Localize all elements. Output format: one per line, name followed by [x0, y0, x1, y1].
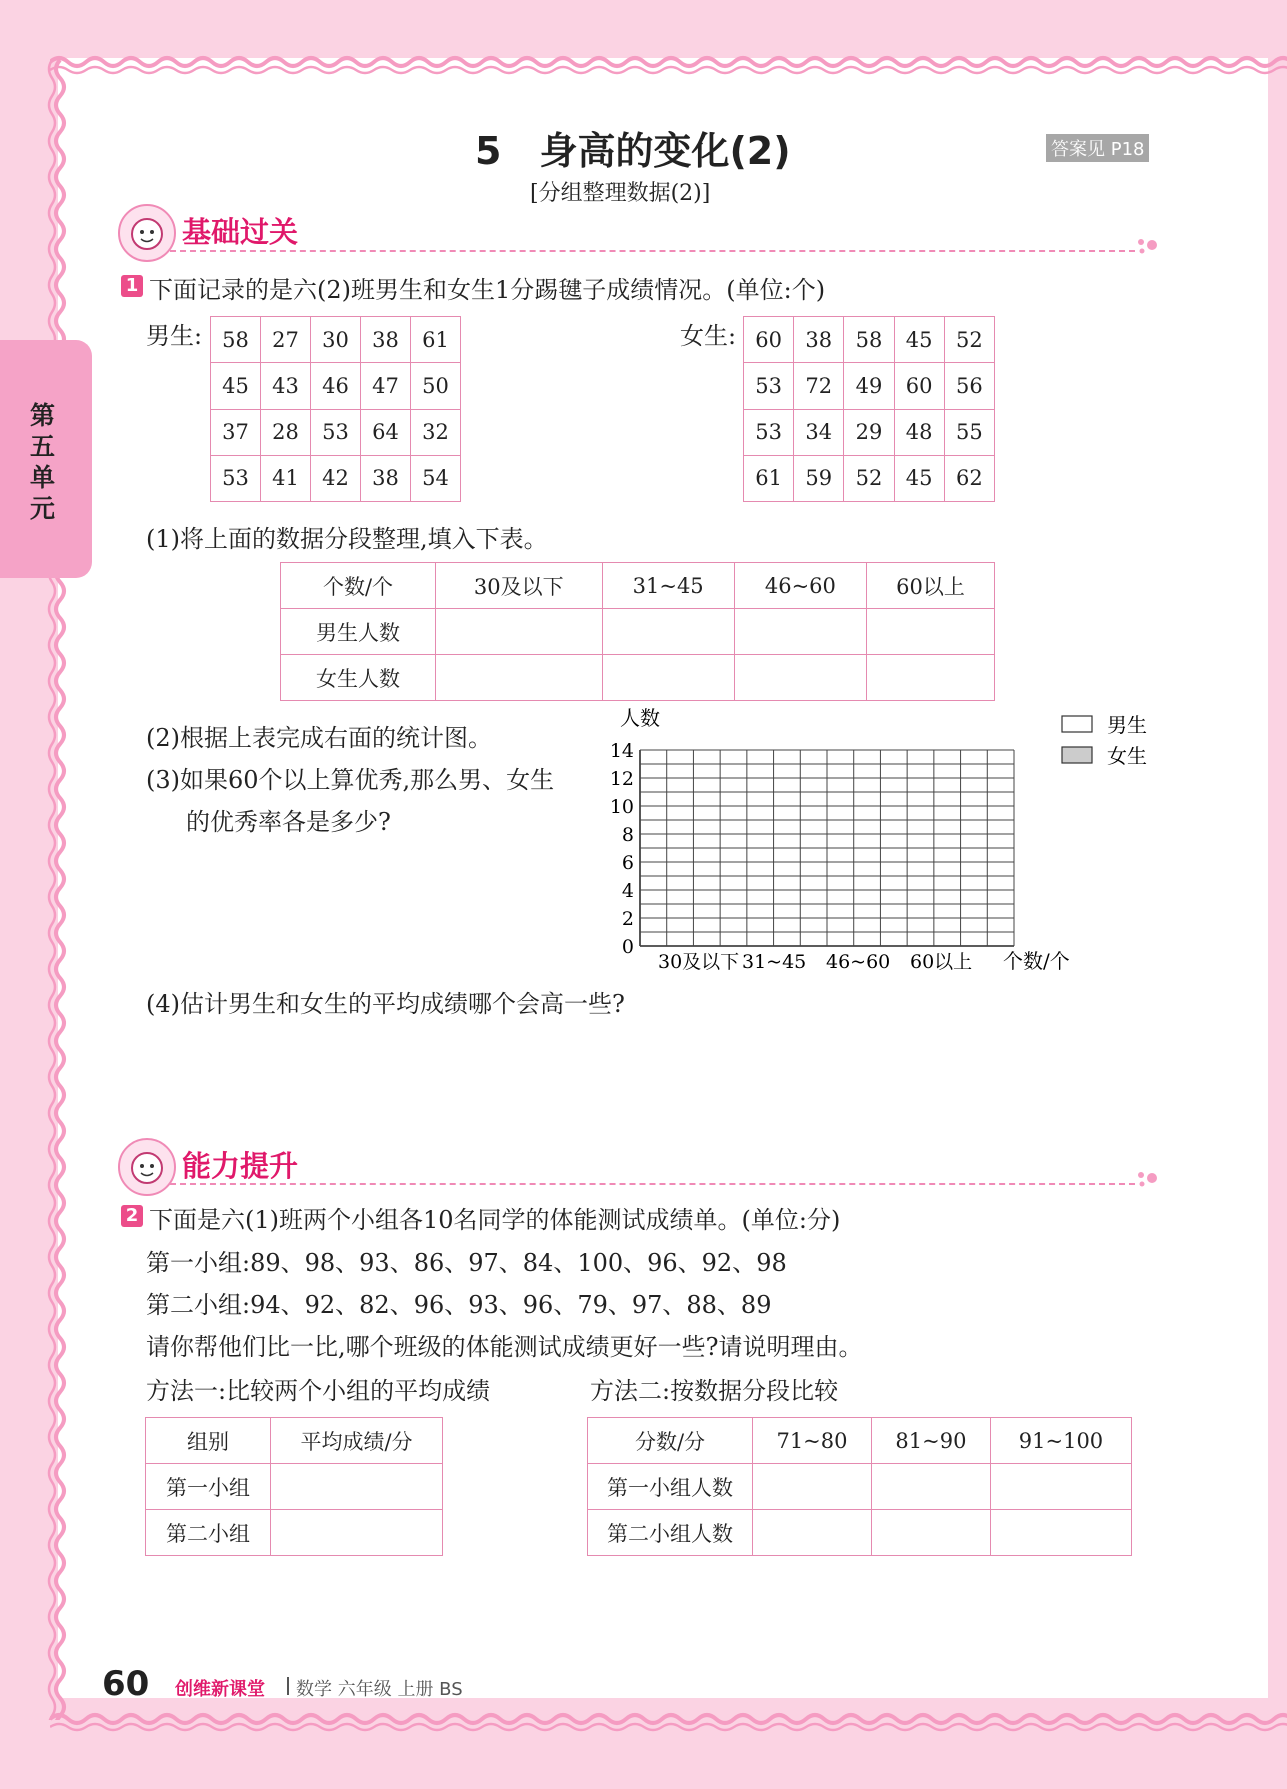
- x-tick-label: 60以上: [910, 951, 973, 973]
- q1-prompt: 下面记录的是六(2)班男生和女生1分踢毽子成绩情况。(单位:个): [149, 276, 826, 304]
- footer-brand: 创维新课堂: [175, 1679, 265, 1700]
- cartoon-face-icon: [120, 1140, 174, 1194]
- tally-header-cell: 46~60: [734, 563, 866, 609]
- score-cell: 34: [794, 409, 844, 455]
- tally-row-label: 女生人数: [281, 655, 436, 701]
- score-cell: 62: [944, 455, 994, 501]
- avg-row-label: 第二小组: [146, 1510, 271, 1556]
- score-cell: 37: [211, 409, 261, 455]
- seg-header-cell: 91~100: [990, 1418, 1131, 1464]
- tally-table: [280, 562, 995, 701]
- score-cell: 61: [744, 455, 794, 501]
- y-tick-label: 4: [621, 880, 634, 902]
- tally-answer-cell[interactable]: [436, 655, 603, 701]
- q1-sub1: (1)将上面的数据分段整理,填入下表。: [146, 525, 548, 553]
- score-cell: 45: [211, 363, 261, 409]
- score-cell: 41: [261, 455, 311, 501]
- footer-separator: [287, 1677, 289, 1695]
- bar-chart-grid: [600, 700, 1100, 985]
- score-cell: 48: [894, 409, 944, 455]
- q2-question: 请你帮他们比一比,哪个班级的体能测试成绩更好一些?请说明理由。: [146, 1333, 863, 1361]
- girls-score-table: [743, 316, 995, 502]
- q1-sub2: (2)根据上表完成右面的统计图。: [146, 724, 492, 752]
- tally-answer-cell[interactable]: [734, 609, 866, 655]
- score-cell: 49: [844, 363, 894, 409]
- q2-prompt: 下面是六(1)班两个小组各10名同学的体能测试成绩单。(单位:分): [149, 1206, 841, 1234]
- x-tick-label: 31~45: [742, 951, 807, 973]
- q2-method2: 方法二:按数据分段比较: [590, 1377, 839, 1405]
- avg-answer-cell[interactable]: [271, 1464, 443, 1510]
- score-cell: 55: [944, 409, 994, 455]
- tally-answer-cell[interactable]: [867, 655, 995, 701]
- avg-row-label: 第一小组: [146, 1464, 271, 1510]
- seg-row-label: 第二小组人数: [588, 1510, 753, 1556]
- q1-sub3-line2: 的优秀率各是多少?: [186, 808, 391, 836]
- page-title: 5 身高的变化(2): [475, 129, 791, 173]
- section-heading-advanced: 能力提升: [182, 1149, 299, 1183]
- score-cell: 29: [844, 409, 894, 455]
- y-tick-label: 6: [621, 852, 634, 874]
- answer-reference-badge: 答案见 P18: [1046, 134, 1149, 162]
- decor-dots-icon: [1135, 236, 1165, 256]
- q2-method1: 方法一:比较两个小组的平均成绩: [146, 1377, 491, 1405]
- x-tick-label: 46~60: [826, 951, 891, 973]
- mascot-icon: [118, 204, 176, 262]
- tally-answer-cell[interactable]: [734, 655, 866, 701]
- q1-sub4: (4)估计男生和女生的平均成绩哪个会高一些?: [146, 990, 625, 1018]
- seg-answer-cell[interactable]: [990, 1510, 1131, 1556]
- score-cell: 46: [311, 363, 361, 409]
- score-cell: 58: [211, 317, 261, 363]
- segment-score-table: [587, 1417, 1132, 1556]
- score-cell: 58: [844, 317, 894, 363]
- score-cell: 47: [361, 363, 411, 409]
- score-cell: 30: [311, 317, 361, 363]
- seg-header-cell: 71~80: [753, 1418, 872, 1464]
- tally-row-label: 男生人数: [281, 609, 436, 655]
- y-tick-label: 2: [621, 908, 634, 930]
- section-divider: [170, 1183, 1135, 1185]
- section-heading-basic: 基础过关: [182, 215, 299, 249]
- avg-header-cell: 平均成绩/分: [271, 1418, 443, 1464]
- q2-group1-scores: 第一小组:89、98、93、86、97、84、100、96、92、98: [146, 1249, 787, 1277]
- seg-answer-cell[interactable]: [871, 1510, 990, 1556]
- q2-group2-scores: 第二小组:94、92、82、96、93、96、79、97、88、89: [146, 1291, 772, 1319]
- seg-answer-cell[interactable]: [871, 1464, 990, 1510]
- score-cell: 38: [361, 455, 411, 501]
- chart-x-axis-label: 个数/个: [1003, 949, 1070, 973]
- score-cell: 27: [261, 317, 311, 363]
- avg-answer-cell[interactable]: [271, 1510, 443, 1556]
- chart-y-ticks: [610, 740, 634, 958]
- tally-answer-cell[interactable]: [602, 655, 734, 701]
- score-cell: 50: [411, 363, 461, 409]
- score-cell: 42: [311, 455, 361, 501]
- decor-dots-icon: [1135, 1169, 1165, 1189]
- chart-x-ticks: [658, 951, 972, 973]
- girls-label: 女生:: [680, 322, 737, 350]
- seg-header-cell: 81~90: [871, 1418, 990, 1464]
- chart-legend: [1060, 712, 1180, 777]
- score-cell: 60: [894, 363, 944, 409]
- score-cell: 59: [794, 455, 844, 501]
- score-cell: 45: [894, 455, 944, 501]
- y-tick-label: 0: [621, 936, 634, 958]
- section-divider: [170, 250, 1135, 252]
- boys-label: 男生:: [146, 322, 203, 350]
- seg-answer-cell[interactable]: [753, 1510, 872, 1556]
- chart-y-axis-label: 人数: [620, 706, 660, 730]
- question-number-1: 1: [121, 275, 143, 297]
- y-tick-label: 10: [609, 796, 634, 818]
- wavy-border-top: [50, 40, 1287, 80]
- score-cell: 60: [744, 317, 794, 363]
- seg-row-label: 第一小组人数: [588, 1464, 753, 1510]
- tally-answer-cell[interactable]: [867, 609, 995, 655]
- score-cell: 53: [211, 455, 261, 501]
- y-tick-label: 14: [609, 740, 634, 762]
- score-cell: 52: [944, 317, 994, 363]
- wavy-border-left: [40, 60, 80, 1720]
- wavy-border-bottom: [50, 1705, 1287, 1745]
- legend-label-girls: 女生: [1107, 744, 1147, 768]
- tally-header-cell: 60以上: [867, 563, 995, 609]
- x-tick-label: 30及以下: [658, 951, 740, 973]
- score-cell: 72: [794, 363, 844, 409]
- score-cell: 54: [411, 455, 461, 501]
- score-cell: 64: [361, 409, 411, 455]
- score-cell: 28: [261, 409, 311, 455]
- legend-swatch-girls: [1062, 747, 1092, 763]
- page-subtitle: [分组整理数据(2)]: [530, 181, 711, 206]
- score-cell: 38: [794, 317, 844, 363]
- seg-header-cell: 分数/分: [588, 1418, 753, 1464]
- average-score-table: [145, 1417, 443, 1556]
- tally-header-cell: 31~45: [602, 563, 734, 609]
- y-tick-label: 12: [609, 768, 634, 790]
- unit-side-tab: [0, 340, 92, 578]
- score-cell: 32: [411, 409, 461, 455]
- score-cell: 43: [261, 363, 311, 409]
- footer-book-info: 数学 六年级 上册 BS: [296, 1679, 463, 1700]
- unit-tab-label: 第五单元: [30, 401, 56, 523]
- score-cell: 45: [894, 317, 944, 363]
- legend-swatch-boys: [1062, 716, 1092, 732]
- score-cell: 52: [844, 455, 894, 501]
- chart-grid: [640, 750, 1014, 946]
- score-cell: 56: [944, 363, 994, 409]
- score-cell: 53: [744, 409, 794, 455]
- mascot-icon: [118, 1138, 176, 1196]
- score-cell: 61: [411, 317, 461, 363]
- avg-header-cell: 组别: [146, 1418, 271, 1464]
- y-tick-label: 8: [621, 824, 634, 846]
- seg-answer-cell[interactable]: [990, 1464, 1131, 1510]
- seg-answer-cell[interactable]: [753, 1464, 872, 1510]
- boys-score-table: [210, 316, 461, 502]
- page-number: 60: [102, 1664, 150, 1704]
- tally-header-cell: 30及以下: [436, 563, 603, 609]
- cartoon-face-icon: [120, 206, 174, 260]
- score-cell: 38: [361, 317, 411, 363]
- score-cell: 53: [744, 363, 794, 409]
- tally-answer-cell[interactable]: [602, 609, 734, 655]
- legend-label-boys: 男生: [1107, 713, 1147, 737]
- score-cell: 53: [311, 409, 361, 455]
- tally-answer-cell[interactable]: [436, 609, 603, 655]
- question-number-2: 2: [121, 1205, 143, 1227]
- tally-header-cell: 个数/个: [281, 563, 436, 609]
- q1-sub3-line1: (3)如果60个以上算优秀,那么男、女生: [146, 766, 555, 794]
